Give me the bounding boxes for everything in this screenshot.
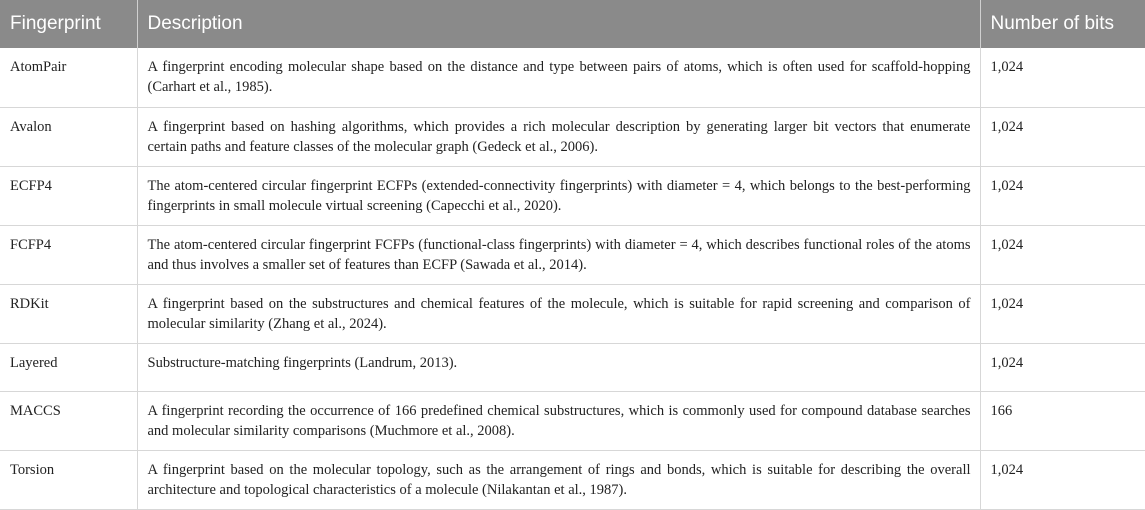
cell-bits: 1,024 [980,107,1145,166]
cell-description: The atom-centered circular fingerprint ECFPs (extended-connectivity fingerprints) with diameter = 4, which belongs to the best-performing fingerprints in small molecule virtual screening (Capecchi et al., 2020). [137,166,980,225]
table-body [0,48,1145,509]
cell-bits: 1,024 [980,343,1145,391]
cell-bits: 1,024 [980,48,1145,107]
cell-bits: 1,024 [980,166,1145,225]
cell-fingerprint: RDKit [0,284,137,343]
cell-description: Substructure-matching fingerprints (Landrum, 2013). [137,343,980,391]
header-row [0,0,1145,48]
table-row [0,343,1145,391]
header-fingerprint: Fingerprint [0,0,137,48]
cell-bits: 1,024 [980,450,1145,509]
table-row [0,48,1145,107]
cell-description: A fingerprint based on hashing algorithms, which provides a rich molecular description by generating larger bit vectors that enumerate certain paths and feature classes of the molecular graph (Gedeck et al., 2006). [137,107,980,166]
cell-description: A fingerprint encoding molecular shape based on the distance and type between pairs of atoms, which is often used for scaffold-hopping (Carhart et al., 1985). [137,48,980,107]
cell-description: A fingerprint based on the substructures and chemical features of the molecule, which is suitable for rapid screening and comparison of molecular similarity (Zhang et al., 2024). [137,284,980,343]
cell-fingerprint: ECFP4 [0,166,137,225]
table-row [0,107,1145,166]
cell-fingerprint: FCFP4 [0,225,137,284]
table-header [0,0,1145,48]
cell-description: A fingerprint based on the molecular topology, such as the arrangement of rings and bonds, which is suitable for describing the overall architecture and topological characteristics of a molecule (Nilakantan et al., 1987). [137,450,980,509]
cell-description: The atom-centered circular fingerprint FCFPs (functional-class fingerprints) with diameter = 4, which describes functional roles of the atoms and thus involves a smaller set of features than ECFP (Sawada et al., 2014). [137,225,980,284]
cell-bits: 166 [980,391,1145,450]
table-row [0,225,1145,284]
table-row [0,391,1145,450]
cell-bits: 1,024 [980,284,1145,343]
cell-description: A fingerprint recording the occurrence of 166 predefined chemical substructures, which is commonly used for compound database searches and molecular similarity comparisons (Muchmore et al., 2008). [137,391,980,450]
header-number-of-bits: Number of bits [980,0,1145,48]
cell-fingerprint: MACCS [0,391,137,450]
cell-fingerprint: Layered [0,343,137,391]
cell-fingerprint: AtomPair [0,48,137,107]
table-row [0,166,1145,225]
cell-fingerprint: Torsion [0,450,137,509]
cell-fingerprint: Avalon [0,107,137,166]
table-row [0,284,1145,343]
table-row [0,450,1145,509]
header-description: Description [137,0,980,48]
cell-bits: 1,024 [980,225,1145,284]
